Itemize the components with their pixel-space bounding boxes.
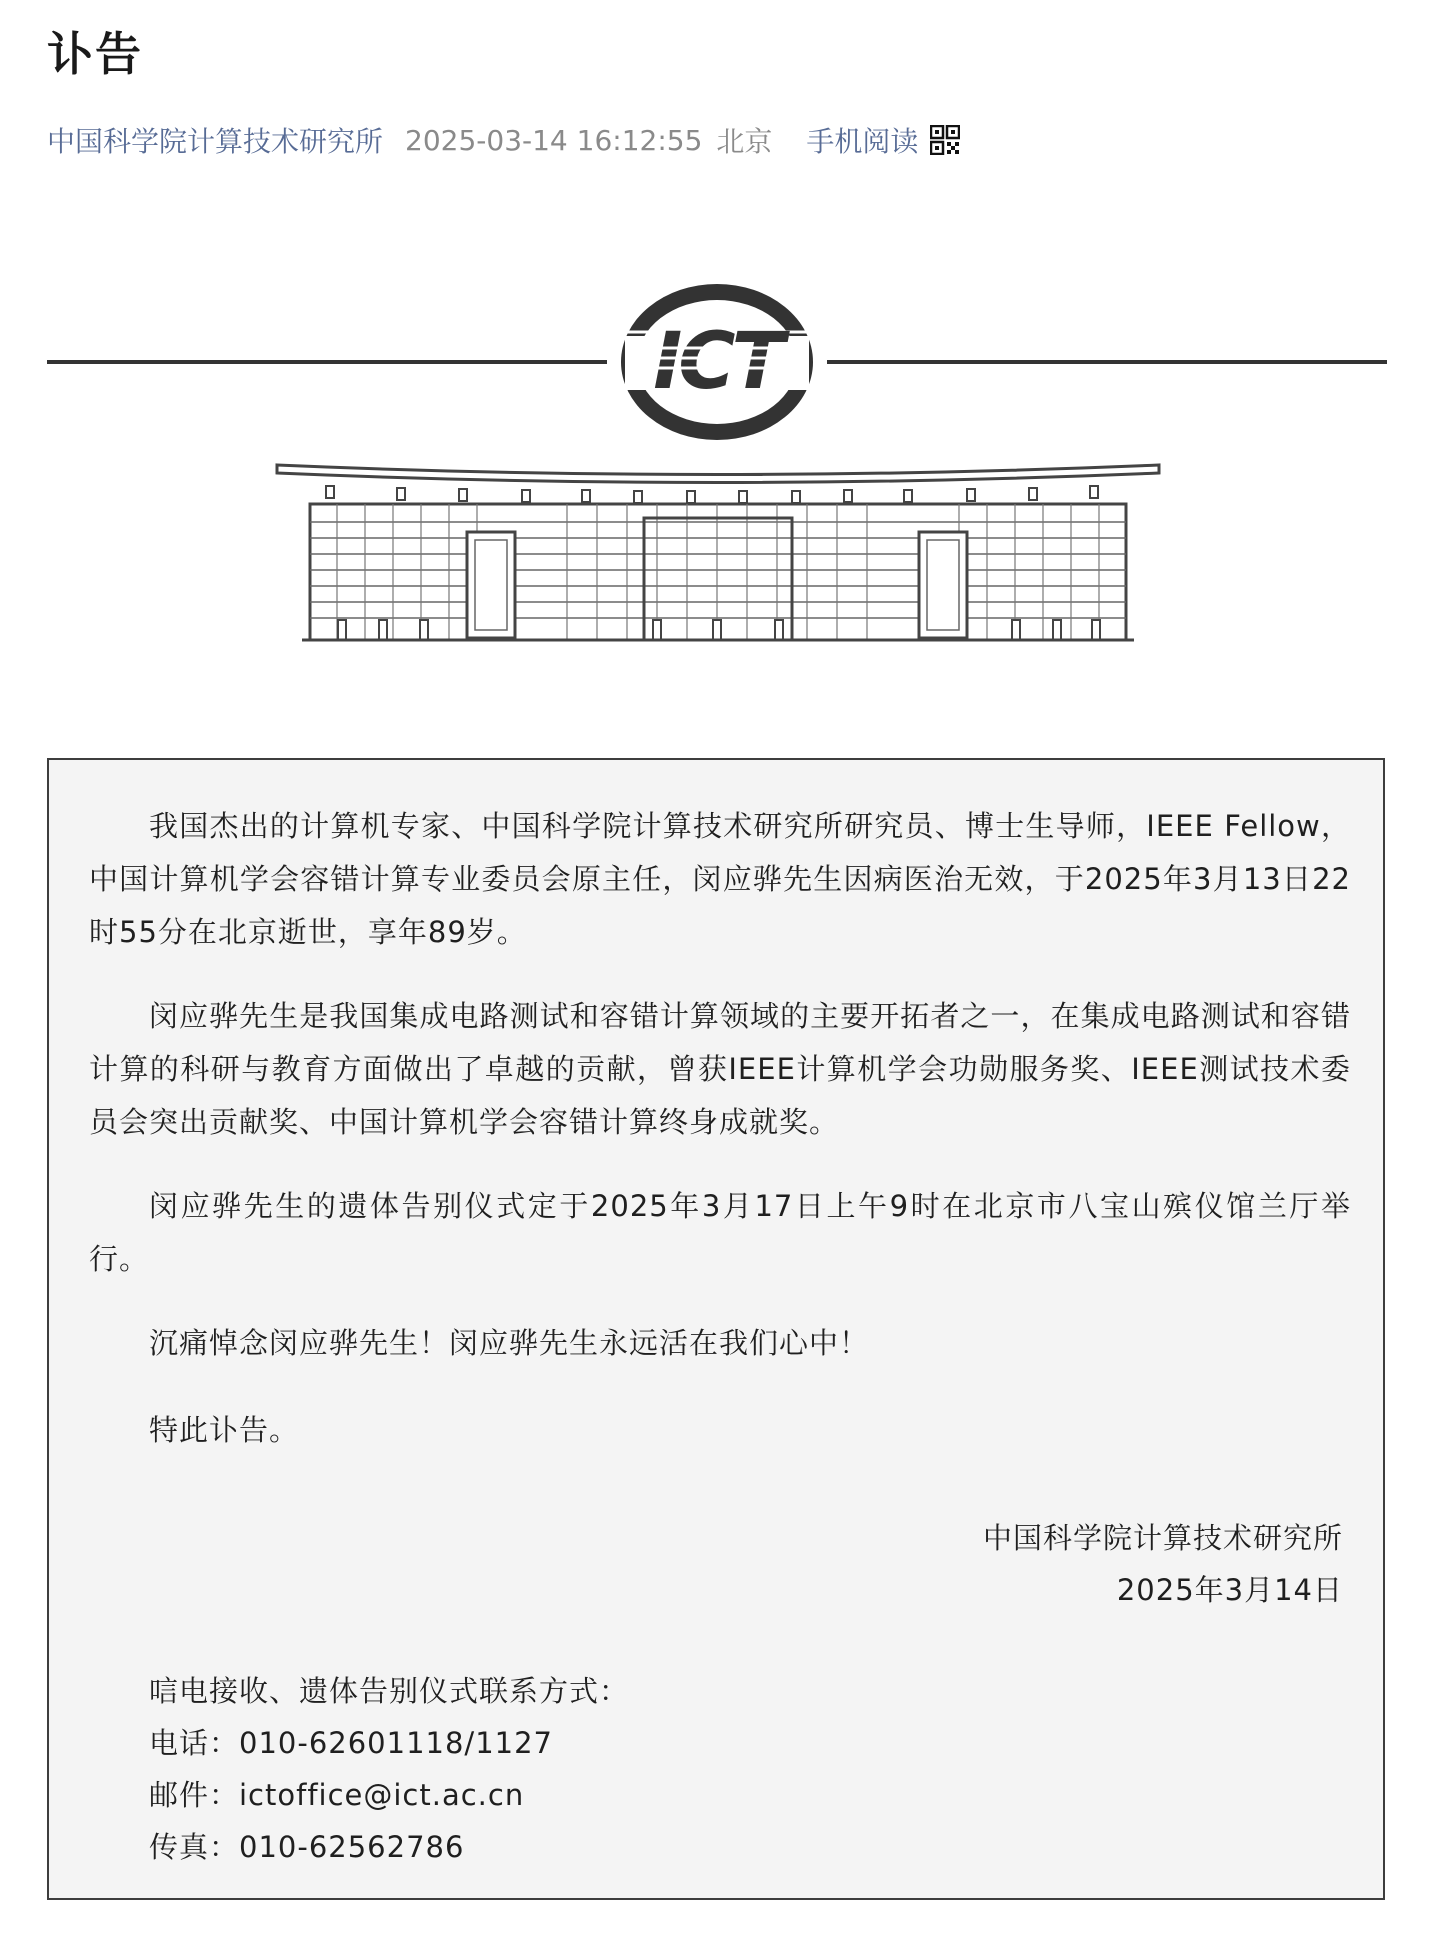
article-meta xyxy=(47,120,960,160)
ict-logo-text: ICT xyxy=(653,317,781,407)
publish-location: 北京 xyxy=(716,125,773,158)
paragraph: 闵应骅先生的遗体告别仪式定于2025年3月17日上午9时在北京市八宝山殡仪馆兰厅举行。 xyxy=(89,1189,1351,1276)
obituary-notice xyxy=(47,758,1385,1900)
contact-phone: 电话：010-62601118/1127 xyxy=(149,1726,553,1760)
mobile-read-link[interactable]: 手机阅读 xyxy=(806,125,919,158)
publish-datetime: 2025-03-14 16:12:55 xyxy=(405,123,703,157)
signature xyxy=(983,1512,1343,1616)
contact-fax: 传真：010-62562786 xyxy=(149,1830,465,1864)
qr-code-icon[interactable] xyxy=(930,125,960,155)
ict-building-banner xyxy=(47,270,1387,670)
signature-date: 2025年3月14日 xyxy=(1116,1573,1343,1607)
page-title: 讣告 xyxy=(47,27,143,81)
paragraph: 沉痛悼念闵应骅先生！闵应骅先生永远活在我们心中！ xyxy=(149,1326,870,1360)
paragraph: 闵应骅先生是我国集成电路测试和容错计算领域的主要开拓者之一，在集成电路测试和容错计算的科研与教育方面做出了卓越的贡献，曾获IEEE计算机学会功勋服务奖、IEEE测试技术委员会突出贡献奖、中国计算机学会容错计算终身成就奖。 xyxy=(89,999,1351,1139)
contact-info xyxy=(149,1665,629,1873)
paragraph: 我国杰出的计算机专家、中国科学院计算技术研究所研究员、博士生导师，IEEE Fellow，中国计算机学会容错计算专业委员会原主任，闵应骅先生因病医治无效，于2025年3月13日22时55分在北京逝世，享年89岁。 xyxy=(89,809,1351,949)
contact-heading: 唁电接收、遗体告别仪式联系方式： xyxy=(149,1674,630,1708)
paragraph: 特此讣告。 xyxy=(149,1413,300,1447)
contact-email: 邮件：ictoffice@ict.ac.cn xyxy=(149,1778,525,1812)
source-link[interactable]: 中国科学院计算技术研究所 xyxy=(47,125,384,158)
signature-org: 中国科学院计算技术研究所 xyxy=(982,1521,1343,1555)
ict-logo xyxy=(621,284,813,440)
